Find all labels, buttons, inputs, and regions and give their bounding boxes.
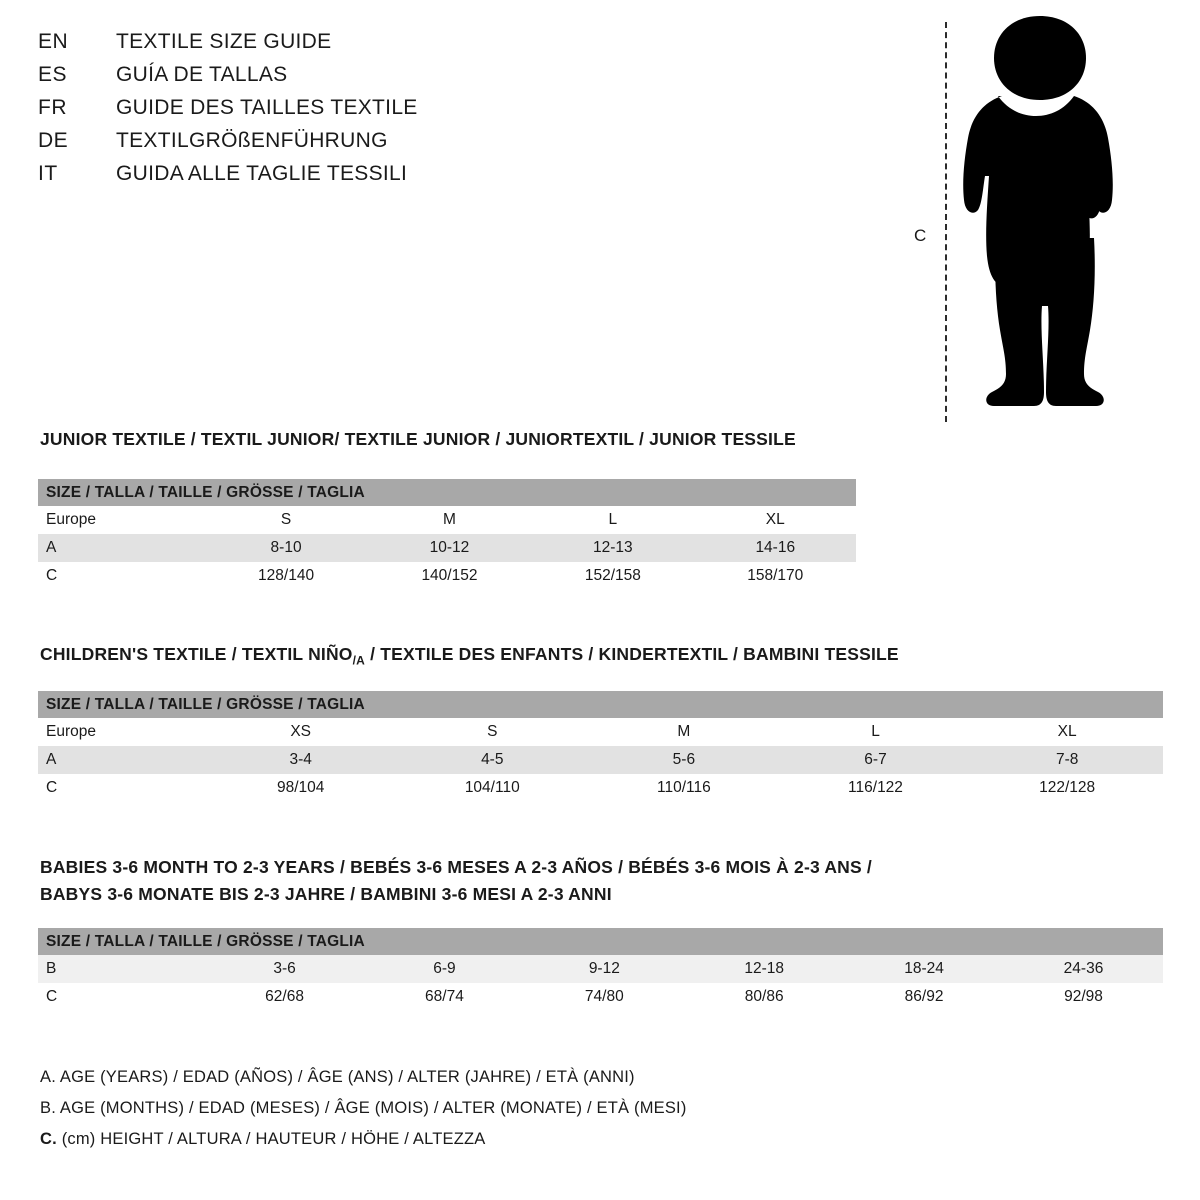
cell-value: 116/122 [780, 774, 972, 802]
row-label: A [38, 746, 205, 774]
table-row [38, 534, 856, 562]
table-junior [38, 479, 856, 590]
table-header-label: SIZE / TALLA / TAILLE / GRÖSSE / TAGLIA [38, 928, 1163, 955]
language-header-block [38, 30, 678, 195]
row-label: B [38, 955, 205, 983]
cell-value: 86/92 [844, 983, 1004, 1011]
cell-value: 74/80 [524, 983, 684, 1011]
cell-value: 152/158 [531, 562, 694, 590]
cell-value: 140/152 [368, 562, 531, 590]
cell-value: 158/170 [695, 562, 856, 590]
language-title: GUIDE DES TAILLES TEXTILE [116, 96, 418, 119]
cell-value: L [780, 718, 972, 746]
legend-line-c [40, 1130, 940, 1149]
cell-value: 8-10 [204, 534, 367, 562]
section-title-children-sub: /A [352, 653, 366, 668]
cell-value: 68/74 [365, 983, 525, 1011]
legend-block [40, 1068, 940, 1161]
table-header-label: SIZE / TALLA / TAILLE / GRÖSSE / TAGLIA [38, 691, 1163, 718]
table-header-row [38, 691, 1163, 718]
language-row [38, 30, 678, 63]
cell-value: L [531, 506, 694, 534]
row-label: C [38, 774, 205, 802]
legend-line-a: A. AGE (YEARS) / EDAD (AÑOS) / ÂGE (ANS) / ALTER (JAHRE) / ETÀ (ANNI) [40, 1068, 635, 1086]
table-row [38, 506, 856, 534]
cell-value: 7-8 [971, 746, 1163, 774]
row-label: C [38, 562, 204, 590]
table-babies [38, 928, 1163, 1011]
cell-value: 3-4 [205, 746, 397, 774]
language-row [38, 129, 678, 162]
table-header-label: SIZE / TALLA / TAILLE / GRÖSSE / TAGLIA [38, 479, 856, 506]
cell-value: 6-9 [365, 955, 525, 983]
toddler-silhouette-icon [940, 8, 1150, 428]
legend-line-b: B. AGE (MONTHS) / EDAD (MESES) / ÂGE (MOIS) / ALTER (MONATE) / ETÀ (MESI) [40, 1099, 687, 1117]
cell-value: 98/104 [205, 774, 397, 802]
cell-value: S [396, 718, 588, 746]
row-label: Europe [38, 506, 204, 534]
cell-value: 12-18 [684, 955, 844, 983]
table-children [38, 691, 1163, 802]
height-measure-label: C [914, 226, 927, 245]
cell-value: 62/68 [205, 983, 365, 1011]
cell-value: 92/98 [1004, 983, 1163, 1011]
table-row [38, 562, 856, 590]
cell-value: S [204, 506, 367, 534]
cell-value: 4-5 [396, 746, 588, 774]
table-row [38, 955, 1163, 983]
table-row [38, 774, 1163, 802]
cell-value: 10-12 [368, 534, 531, 562]
cell-value: 128/140 [204, 562, 367, 590]
language-title: TEXTILE SIZE GUIDE [116, 30, 332, 53]
cell-value: 3-6 [205, 955, 365, 983]
language-title: GUIDA ALLE TAGLIE TESSILI [116, 162, 408, 185]
section-title-children [40, 644, 899, 668]
cell-value: XL [695, 506, 856, 534]
cell-value: 104/110 [396, 774, 588, 802]
cell-value: 5-6 [588, 746, 780, 774]
section-title-babies-line2: BABYS 3-6 MONATE BIS 2-3 JAHRE / BAMBINI 3-6 MESI A 2-3 ANNI [40, 884, 612, 904]
row-label: C [38, 983, 205, 1011]
table-row [38, 746, 1163, 774]
table-header-row [38, 928, 1163, 955]
language-code: ES [38, 63, 68, 86]
section-title-children-post: / TEXTILE DES ENFANTS / KINDERTEXTIL / BAMBINI TESSILE [365, 644, 899, 664]
cell-value: 12-13 [531, 534, 694, 562]
cell-value: 14-16 [695, 534, 856, 562]
language-row [38, 96, 678, 129]
language-row [38, 63, 678, 96]
cell-value: 9-12 [524, 955, 684, 983]
height-figure [900, 8, 1170, 428]
cell-value: 24-36 [1004, 955, 1163, 983]
cell-value: 18-24 [844, 955, 1004, 983]
cell-value: 80/86 [684, 983, 844, 1011]
cell-value: XL [971, 718, 1163, 746]
table-row [38, 718, 1163, 746]
cell-value: XS [205, 718, 397, 746]
legend-line-c-text: (cm) HEIGHT / ALTURA / HAUTEUR / HÖHE / ALTEZZA [56, 1130, 486, 1148]
section-title-babies-line1: BABIES 3-6 MONTH TO 2-3 YEARS / BEBÉS 3-6 MESES A 2-3 AÑOS / BÉBÉS 3-6 MOIS À 2-3 ANS / [40, 857, 872, 877]
cell-value: 110/116 [588, 774, 780, 802]
legend-line-c-key: C. [40, 1130, 57, 1148]
section-title-children-pre: CHILDREN'S TEXTILE / TEXTIL NIÑO [40, 644, 353, 664]
cell-value: M [588, 718, 780, 746]
language-code: DE [38, 129, 69, 152]
language-code: IT [38, 162, 58, 185]
table-header-row [38, 479, 856, 506]
language-title: GUÍA DE TALLAS [116, 63, 288, 86]
row-label: Europe [38, 718, 205, 746]
cell-value: 6-7 [780, 746, 972, 774]
language-row [38, 162, 678, 195]
cell-value: M [368, 506, 531, 534]
table-row [38, 983, 1163, 1011]
language-code: FR [38, 96, 67, 119]
language-code: EN [38, 30, 69, 53]
row-label: A [38, 534, 204, 562]
section-title-junior: JUNIOR TEXTILE / TEXTIL JUNIOR/ TEXTILE JUNIOR / JUNIORTEXTIL / JUNIOR TESSILE [40, 429, 796, 449]
cell-value: 122/128 [971, 774, 1163, 802]
language-title: TEXTILGRÖßENFÜHRUNG [116, 129, 388, 152]
